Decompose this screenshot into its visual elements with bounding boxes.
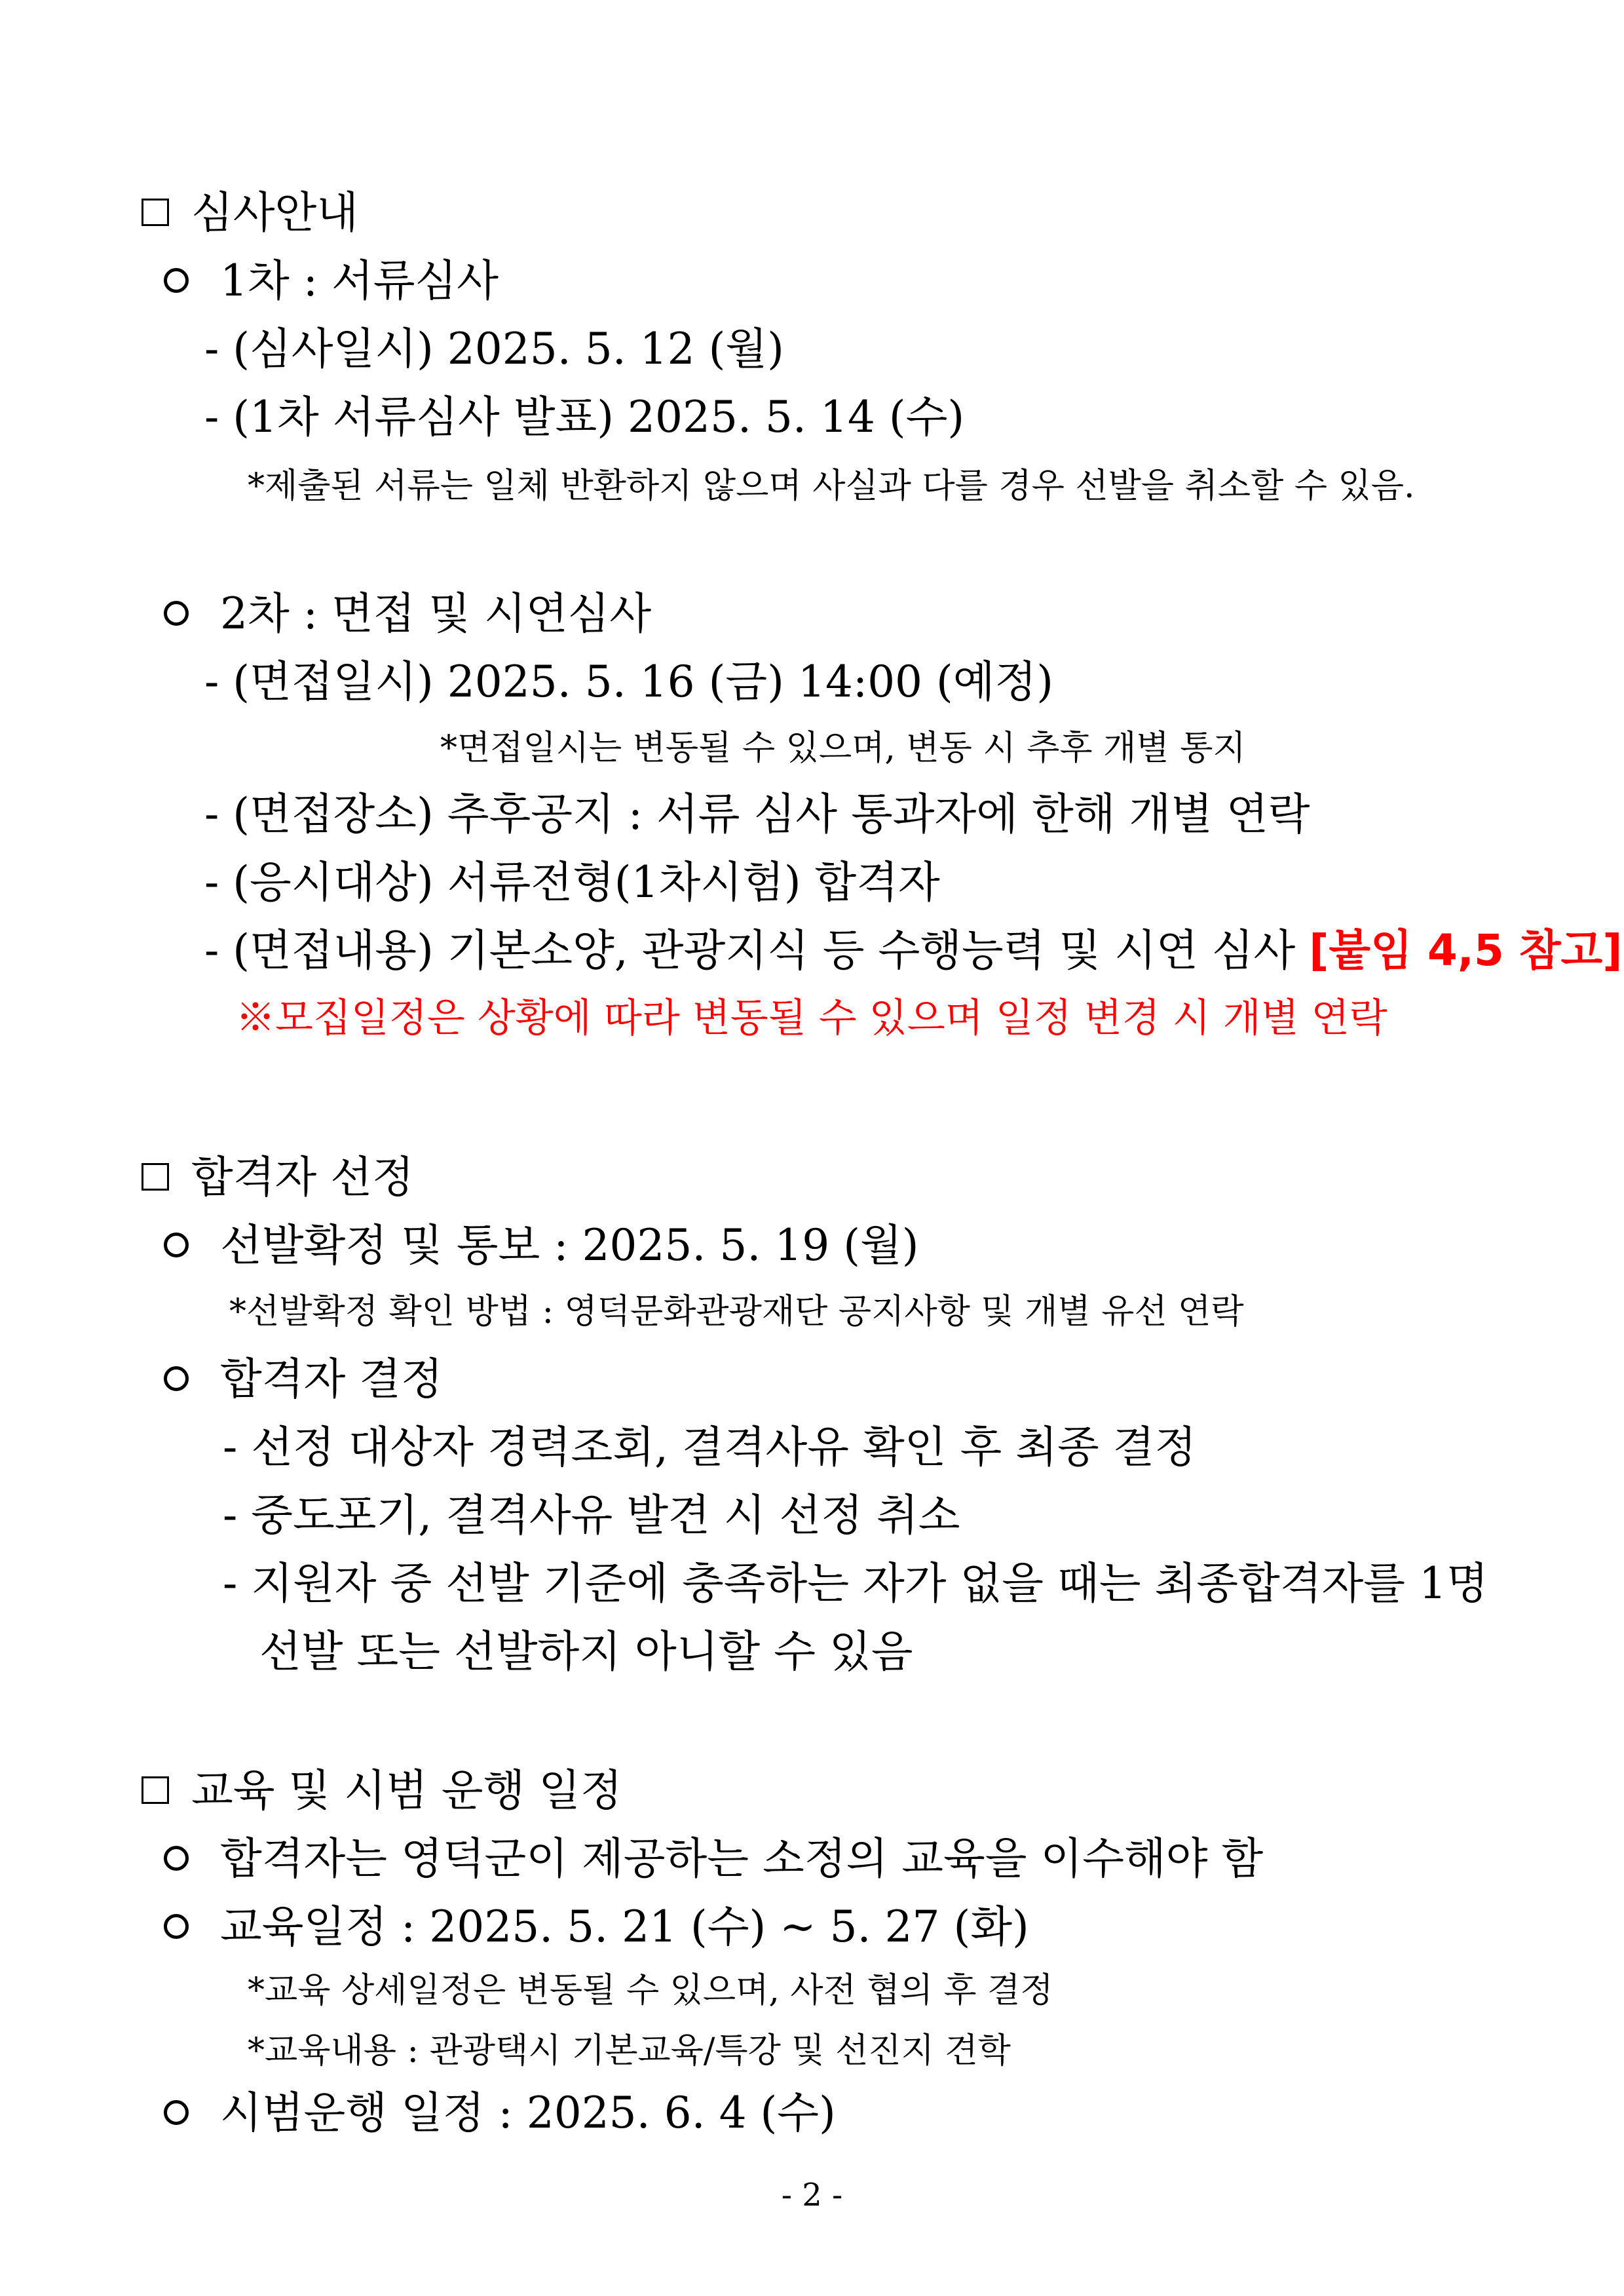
education-required: 합격자는 영덕군이 제공하는 소정의 교육을 이수해야 함 (164, 1837, 1263, 1881)
education-note-content: *교육내용 : 관광택시 기본교육/특강 및 선진지 견학 (248, 2031, 1011, 2071)
round2-place: - (면접장소) 추후공지 : 서류 심사 통과자에 한해 개별 연락 (204, 789, 1310, 839)
round2-date-note: *면접일시는 변동될 수 있으며, 변동 시 추후 개별 통지 (440, 729, 1246, 768)
selection-confirm-note: *선발확정 확인 방법 : 영덕문화관광재단 공지사항 및 개별 유선 연락 (229, 1292, 1244, 1331)
circle-bullet-icon (164, 601, 189, 626)
square-bullet-icon (142, 1163, 169, 1191)
education-schedule: 교육일정 : 2025. 5. 21 (수) ~ 5. 27 (화) (164, 1905, 1029, 1949)
square-bullet-icon (142, 1776, 169, 1804)
decision-item: - 선정 대상자 경력조회, 결격사유 확인 후 최종 결정 (223, 1422, 1197, 1472)
page-number: - 2 - (781, 2177, 843, 2213)
decision-item: - 중도포기, 결격사유 발견 시 선정 취소 (223, 1490, 960, 1540)
circle-bullet-icon (164, 1233, 189, 1257)
square-bullet-icon (142, 199, 169, 226)
round2-heading: 2차 : 면접 및 시연심사 (164, 592, 651, 636)
circle-bullet-icon (164, 1846, 189, 1871)
selection-confirm: 선발확정 및 통보 : 2025. 5. 19 (월) (164, 1224, 919, 1267)
round2-content: - (면접내용) 기본소양, 관광지식 등 수행능력 및 시연 심사 [붙임 4,5 참고] (204, 925, 1623, 976)
trial-run: 시범운행 일정 : 2025. 6. 4 (수) (164, 2092, 836, 2135)
decision-item-continued: 선발 또는 선발하지 아니할 수 있음 (259, 1626, 913, 1677)
round1-announce: - (1차 서류심사 발표) 2025. 5. 14 (수) (204, 392, 965, 442)
circle-bullet-icon (164, 1366, 189, 1391)
decision-item: - 지원자 중 선발 기준에 충족하는 자가 없을 때는 최종합격자를 1명 (223, 1558, 1488, 1609)
section-heading-review: 심사안내 (142, 191, 358, 235)
circle-bullet-icon (164, 2100, 189, 2125)
section-heading-education: 교육 및 시범 운행 일정 (142, 1769, 622, 1812)
round1-heading: 1차 : 서류심사 (164, 259, 499, 303)
circle-bullet-icon (164, 268, 189, 293)
round2-target: - (응시대상) 서류전형(1차시험) 합격자 (204, 857, 940, 908)
decision-heading: 합격자 결정 (164, 1358, 443, 1401)
round1-date: - (심사일시) 2025. 5. 12 (월) (204, 324, 784, 374)
round2-date: - (면접일시) 2025. 5. 16 (금) 14:00 (예정) (204, 657, 1054, 707)
round1-note: *제출된 서류는 일체 반환하지 않으며 사실과 다를 경우 선발을 취소할 수 있음. (248, 467, 1415, 506)
circle-bullet-icon (164, 1914, 189, 1939)
attachment-reference: [붙임 4,5 참고] (1309, 925, 1623, 976)
schedule-warning: ※모집일정은 상황에 따라 변동될 수 있으며 일정 변경 시 개별 연락 (236, 995, 1388, 1041)
section-heading-selection: 합격자 선정 (142, 1156, 414, 1199)
education-note-schedule: *교육 상세일정은 변동될 수 있으며, 사전 협의 후 결정 (248, 1971, 1053, 2010)
